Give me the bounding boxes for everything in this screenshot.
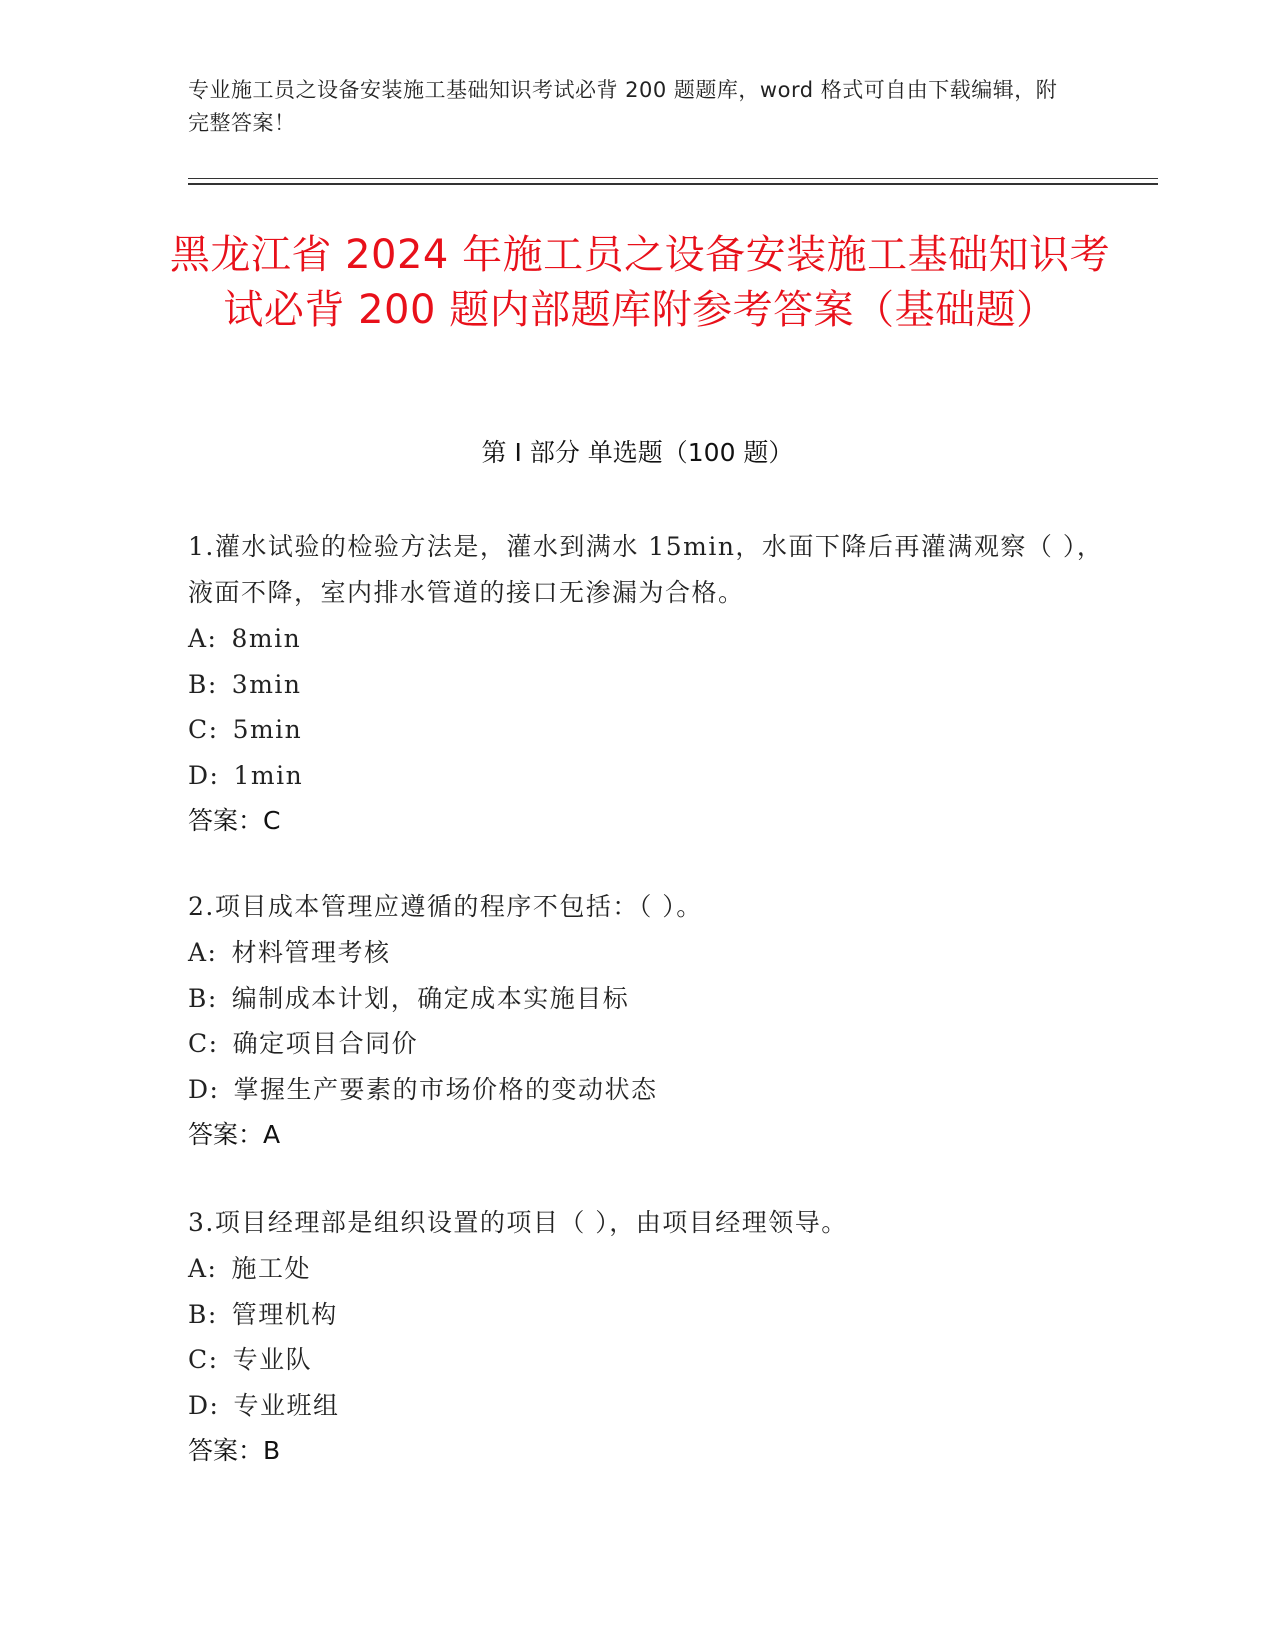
option-text: 5min: [232, 715, 303, 744]
question-item: [188, 1200, 1108, 1474]
question-item: [188, 524, 1108, 844]
answer-value: C: [263, 806, 281, 835]
option-letter: D:: [188, 1074, 220, 1104]
option-text: 编制成本计划，确定成本实施目标: [231, 983, 630, 1013]
option-d: [188, 1383, 1108, 1429]
option-letter: A:: [188, 1254, 218, 1283]
option-letter: B:: [188, 983, 218, 1013]
answer-line: [188, 798, 1108, 844]
option-a: [188, 616, 1108, 662]
section-heading: 第 I 部分 单选题（100 题）: [481, 438, 794, 467]
option-text: 8min: [231, 624, 302, 653]
answer-label: 答案：: [188, 1436, 264, 1465]
option-letter: C:: [188, 1029, 219, 1058]
header-divider-thin: [188, 178, 1158, 179]
option-c: [188, 707, 1108, 753]
option-letter: D:: [188, 1390, 220, 1420]
option-b: [188, 976, 1108, 1022]
option-text: 1min: [233, 760, 304, 790]
option-letter: D:: [188, 760, 220, 790]
answer-label: 答案：: [188, 1120, 264, 1149]
option-text: 施工处: [231, 1254, 311, 1283]
option-letter: B:: [188, 1299, 218, 1329]
option-letter: A:: [188, 938, 218, 967]
answer-line: [188, 1112, 1108, 1158]
answer-value: B: [263, 1436, 281, 1465]
question-item: [188, 884, 1108, 1158]
option-text: 掌握生产要素的市场价格的变动状态: [233, 1074, 658, 1104]
option-text: 3min: [231, 669, 302, 699]
option-a: [188, 1246, 1108, 1292]
option-text: 确定项目合同价: [232, 1029, 419, 1058]
option-b: [188, 662, 1108, 708]
option-letter: C:: [188, 1345, 219, 1374]
option-d: [188, 1067, 1108, 1113]
answer-line: [188, 1428, 1108, 1474]
option-text: 材料管理考核: [231, 938, 391, 967]
option-text: 管理机构: [231, 1299, 338, 1329]
answer-label: 答案：: [188, 806, 264, 835]
option-letter: C:: [188, 715, 219, 744]
option-text: 专业队: [232, 1345, 313, 1374]
answer-value: A: [263, 1120, 281, 1149]
option-text: 专业班组: [233, 1390, 340, 1420]
option-letter: A:: [188, 624, 218, 653]
question-stem: 2.项目成本管理应遵循的程序不包括：（ ）。: [188, 892, 703, 921]
option-d: [188, 753, 1108, 799]
option-a: [188, 930, 1108, 976]
question-stem: 3.项目经理部是组织设置的项目（ ），由项目经理领导。: [188, 1208, 848, 1237]
option-letter: B:: [188, 669, 218, 699]
option-b: [188, 1292, 1108, 1338]
header-note: 专业施工员之设备安装施工基础知识考试必背 200 题题库，word 格式可自由下载编辑，附完整答案！: [188, 78, 1058, 135]
question-stem: 1.灌水试验的检验方法是，灌水到满水 15min，水面下降后再灌满观察（ ），液面不降，室内排水管道的接口无渗漏为合格。: [188, 532, 1104, 607]
option-c: [188, 1021, 1108, 1067]
option-c: [188, 1337, 1108, 1383]
document-title: 黑龙江省 2024 年施工员之设备安装施工基础知识考试必背 200 题内部题库附参考答案（基础题）: [169, 232, 1111, 333]
header-divider-thick: [188, 183, 1158, 185]
